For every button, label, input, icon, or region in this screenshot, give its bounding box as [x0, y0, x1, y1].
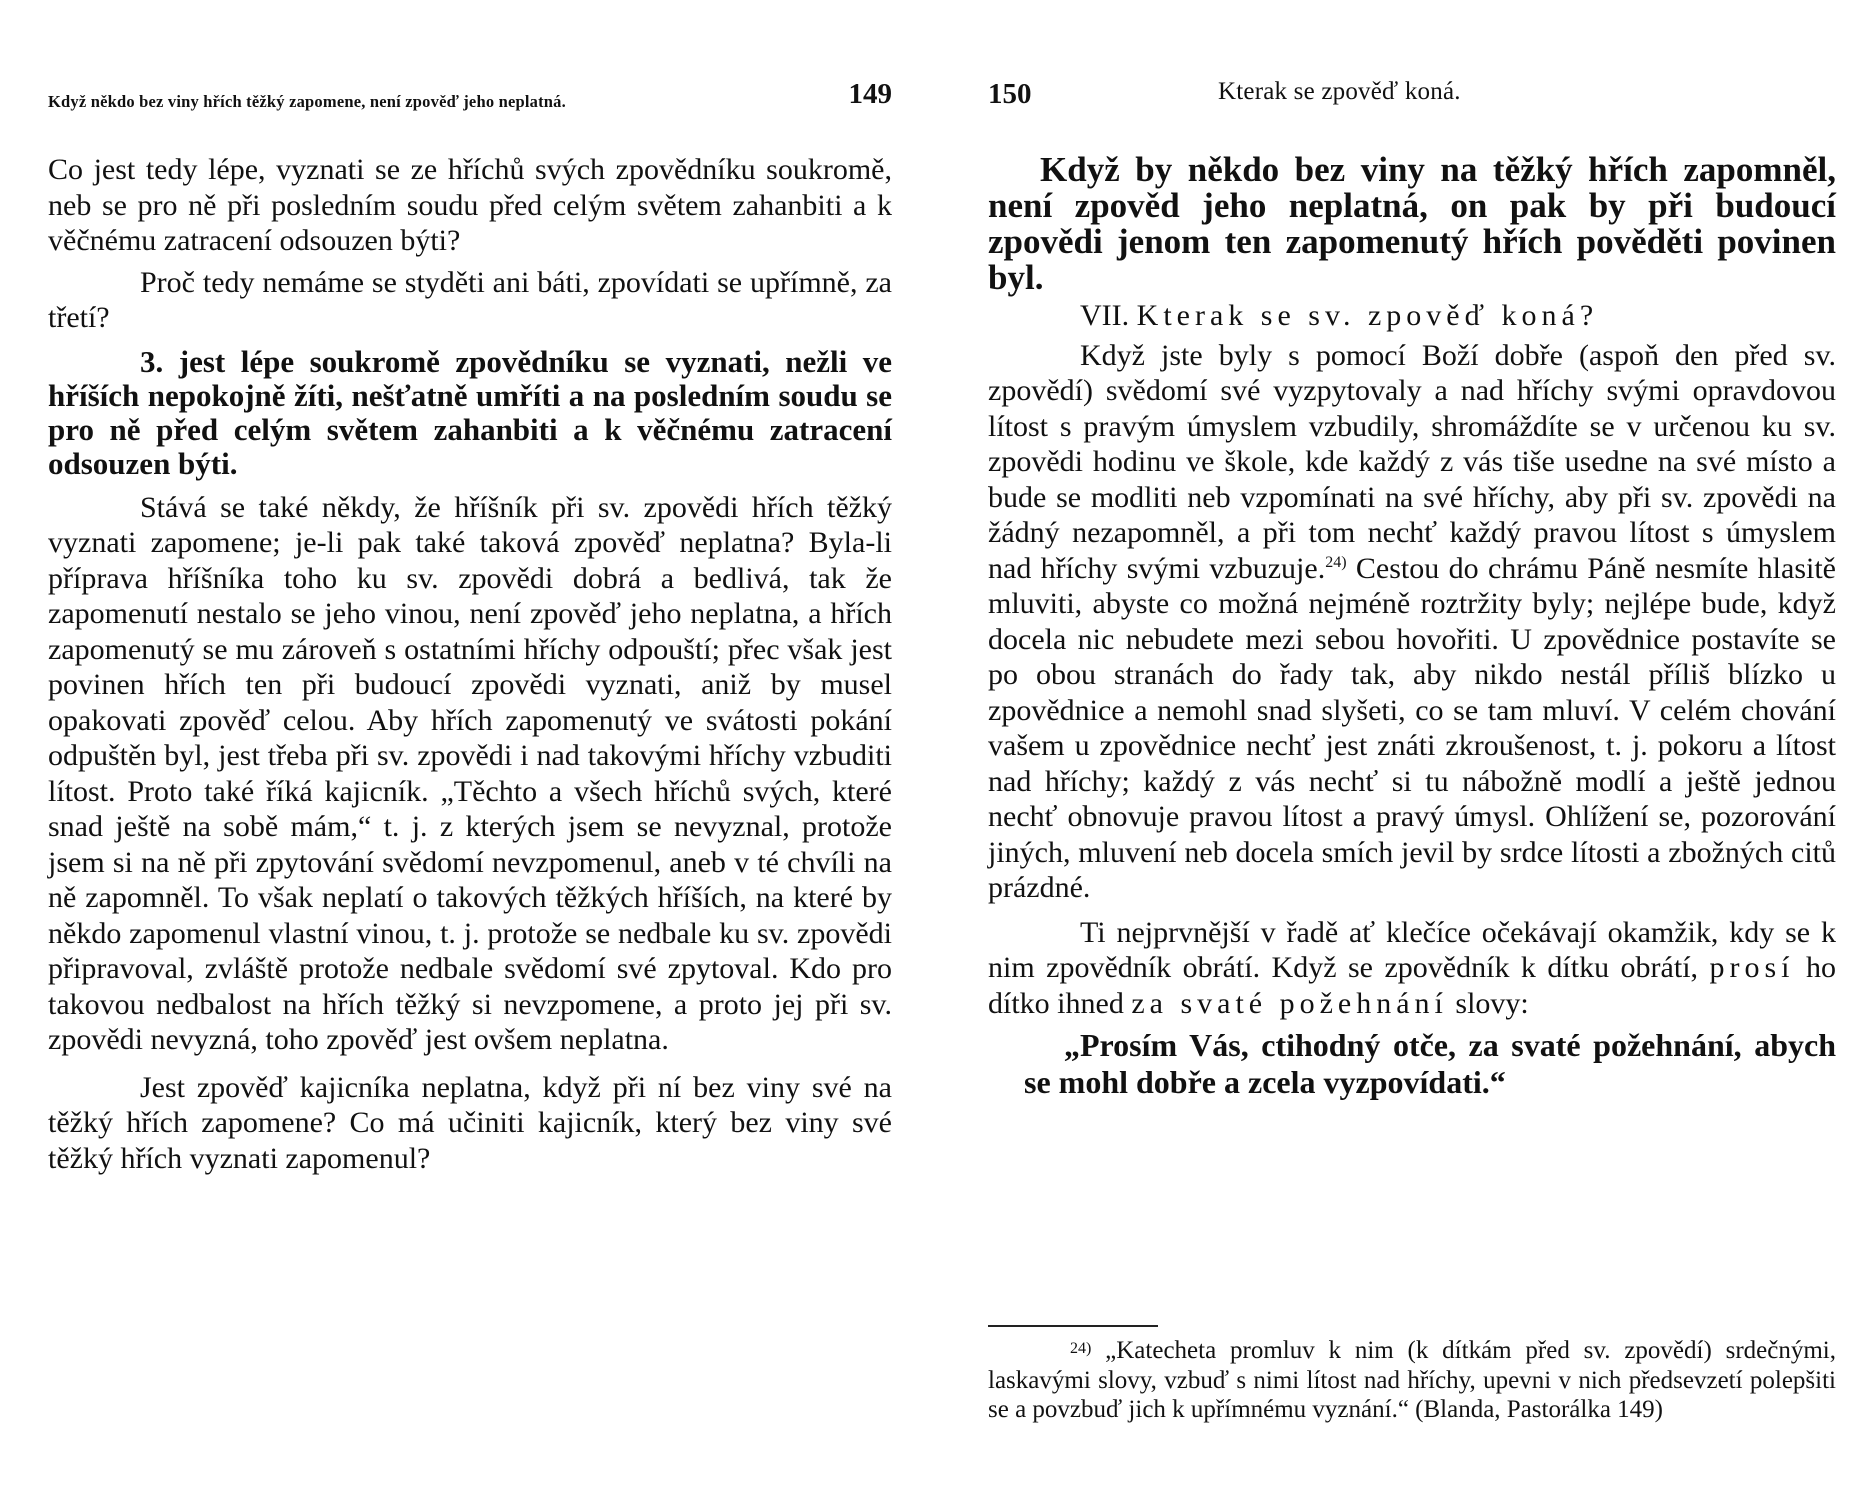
footnote-text: „Katecheta promluv k nim (k dítkám před sv. zpovědí) srdečnými, laskavými slovy, vzbuď s nimi lítost nad hříchy, upevni v nich předsevzetí polepšiti se a povzbuď jich k upřímnému vyznání.“ (Blanda, Pastorálka 149) — [988, 1337, 1837, 1423]
left-paragraph-1: Co jest tedy lépe, vyznati se ze hříchů svých zpovědníku soukromě, neb se pro ně při posledním soudu před celým světem zahanbiti a k věčnému zatracení odsouzen býti? — [48, 153, 892, 257]
right-page-body — [988, 152, 1836, 1101]
right-page — [988, 0, 1836, 1500]
right-page-number: 150 — [988, 78, 1032, 110]
right-page-header — [988, 78, 1836, 118]
left-paragraph-3: Stává se také někdy, že hříšník při sv. zpovědi hřích těžký vyznati zapomene; je-li pak také taková zpověď neplatna? Byla-li příprava hříšníka toho ku sv. zpovědi dobrá a bedlivá, tak že zapomenutí nestalo se jeho vinou, není zpověď jeho neplatna, a hřích zapomenutý se mu zároveň s ostatními hříchy odpouští; přec však jest povinen hřích ten při budoucí zpovědi vyznati, aniž by musel opakovati zpověď celou. Aby hřích zapomenutý ve svátosti pokání odpuštěn byl, jest třeba při sv. zpovědi i nad takovými hříchy vzbuditi lítost. Proto také říká kajicník. „Těchto a všech hříchů svých, které snad ještě na sobě mám,“ t. j. z kterých jsem se nevyznal, protože jsem si na ně při zpytování svědomí nevzpomenul, aneb v té chvíli na ně zapomněl. To však neplatí o takových těžkých hříších, na které by někdo zapomenul vlastní vinou, t. j. protože se nedbale ku sv. zpovědi připravoval, zvláště protože nedbale svědomí své zpytoval. Kdo pro takovou nedbalost na hřích těžký si nevzpomene, a proto jej při sv. zpovědi nevyzná, toho zpověď jest ovšem neplatna. — [48, 490, 892, 1056]
left-page-body — [48, 152, 892, 1176]
spaced-words-blessing: za svaté požehnání — [1131, 986, 1448, 1020]
right-running-head: Kterak se zpověď koná. — [1218, 78, 1461, 105]
footnote-rule — [988, 1325, 1158, 1327]
section-heading — [988, 298, 1836, 334]
right-paragraph-1-text: Když jste byly s pomocí Boží dobře (aspoň den před sv. zpovědí) svědomí své vyzpytovaly a nad hříchy svými opravdovou lítost s pravým úmyslem vzbudily, shromáždíte se v určenou ku sv. zpovědi hodinu ve škole, kde každý z vás tiše usedne na své místo a bude se modliti neb vzpomínati na své hříchy, aby při sv. zpovědi na žádný nezapomněl, a při tom nechť každý pravou lítost s úmyslem nad hříchy svými vzbuzuje. — [988, 338, 1836, 585]
right-paragraph-1 — [988, 338, 1836, 906]
left-page — [48, 0, 892, 1500]
left-page-number: 149 — [848, 78, 892, 110]
left-page-header — [48, 78, 892, 118]
left-paragraph-2: Proč tedy nemáme se styděti ani báti, zpovídati se upřímně, za třetí? — [48, 265, 892, 334]
right-bold-answer: Když by někdo bez viny na těžký hřích zapomněl, není zpověd jeho neplatná, on pak by při budoucí zpovědi jenom ten zapomenutý hřích pověděti povinen byl. — [988, 150, 1836, 297]
right-paragraph-1-cont: Cestou do chrámu Páně nesmíte hlasitě mluviti, abyste co možná nejméně roztržity byly; nejlépe bude, když docela nic nebudete mezi sebou hovořiti. U zpovědnice postavíte se po obou stranách do řady tak, aby nikdo nestál příliš blízko u zpovědnice a nemohl snad slyšeti, co se tam mluví. V celém chování vašem u zpovědnice nechť jest znáti zkroušenost, t. j. pokoru a lítost nad hříchy; každý z vás nechť si tu nábožně modlí a ještě jednou nechť obnovuje pravou lítost a pravý úmysl. Ohlížení se, pozorování jiných, mluvení neb docela smích jevil by srdce lítosti a zbožných citů prázdné. — [988, 551, 1836, 904]
blessing-quote: „Prosím Vás, ctihodný otče, za svaté požehnání, abych se mohl dobře a zcela vyzpovídati.“ — [1024, 1027, 1836, 1100]
right-paragraph-2-end: slovy: — [1455, 986, 1529, 1020]
spaced-word-prosi: prosí — [1709, 951, 1795, 984]
footnote-reference: 24) — [1325, 553, 1347, 571]
right-paragraph-2-start: Ti nejprvnější v řadě ať klečíce očekávají okamžik, kdy se k nim zpovědník obrátí. Když se zpovědník k dítku obrátí, — [988, 915, 1836, 984]
left-running-head: Když někdo bez viny hřích těžký zapomene, není zpověď jeho neplatná. — [48, 92, 566, 111]
footnote — [988, 1336, 1836, 1425]
left-question-paragraph: Jest zpověď kajicníka neplatna, když při ní bez viny své na těžký hřích zapomene? Co má učiniti kajicník, který bez viny své těžký hřích vyznati zapomenul? — [48, 1070, 892, 1175]
right-paragraph-2 — [988, 915, 1836, 1022]
section-title: Kterak se sv. zpověď koná? — [1136, 299, 1599, 332]
footnote-mark: 24) — [1070, 1340, 1092, 1357]
section-number: VII. — [1080, 299, 1130, 332]
left-bold-answer: 3. jest lépe soukromě zpovědníku se vyznati, nežli ve hříších nepokojně žíti, nešťatně umříti a na posledním soudu se pro ně před celým světem zahanbiti a k věčnému zatracení odsouzen býti. — [48, 343, 892, 481]
right-paragraph-2-mid: ho dítko ihned — [988, 951, 1836, 1020]
